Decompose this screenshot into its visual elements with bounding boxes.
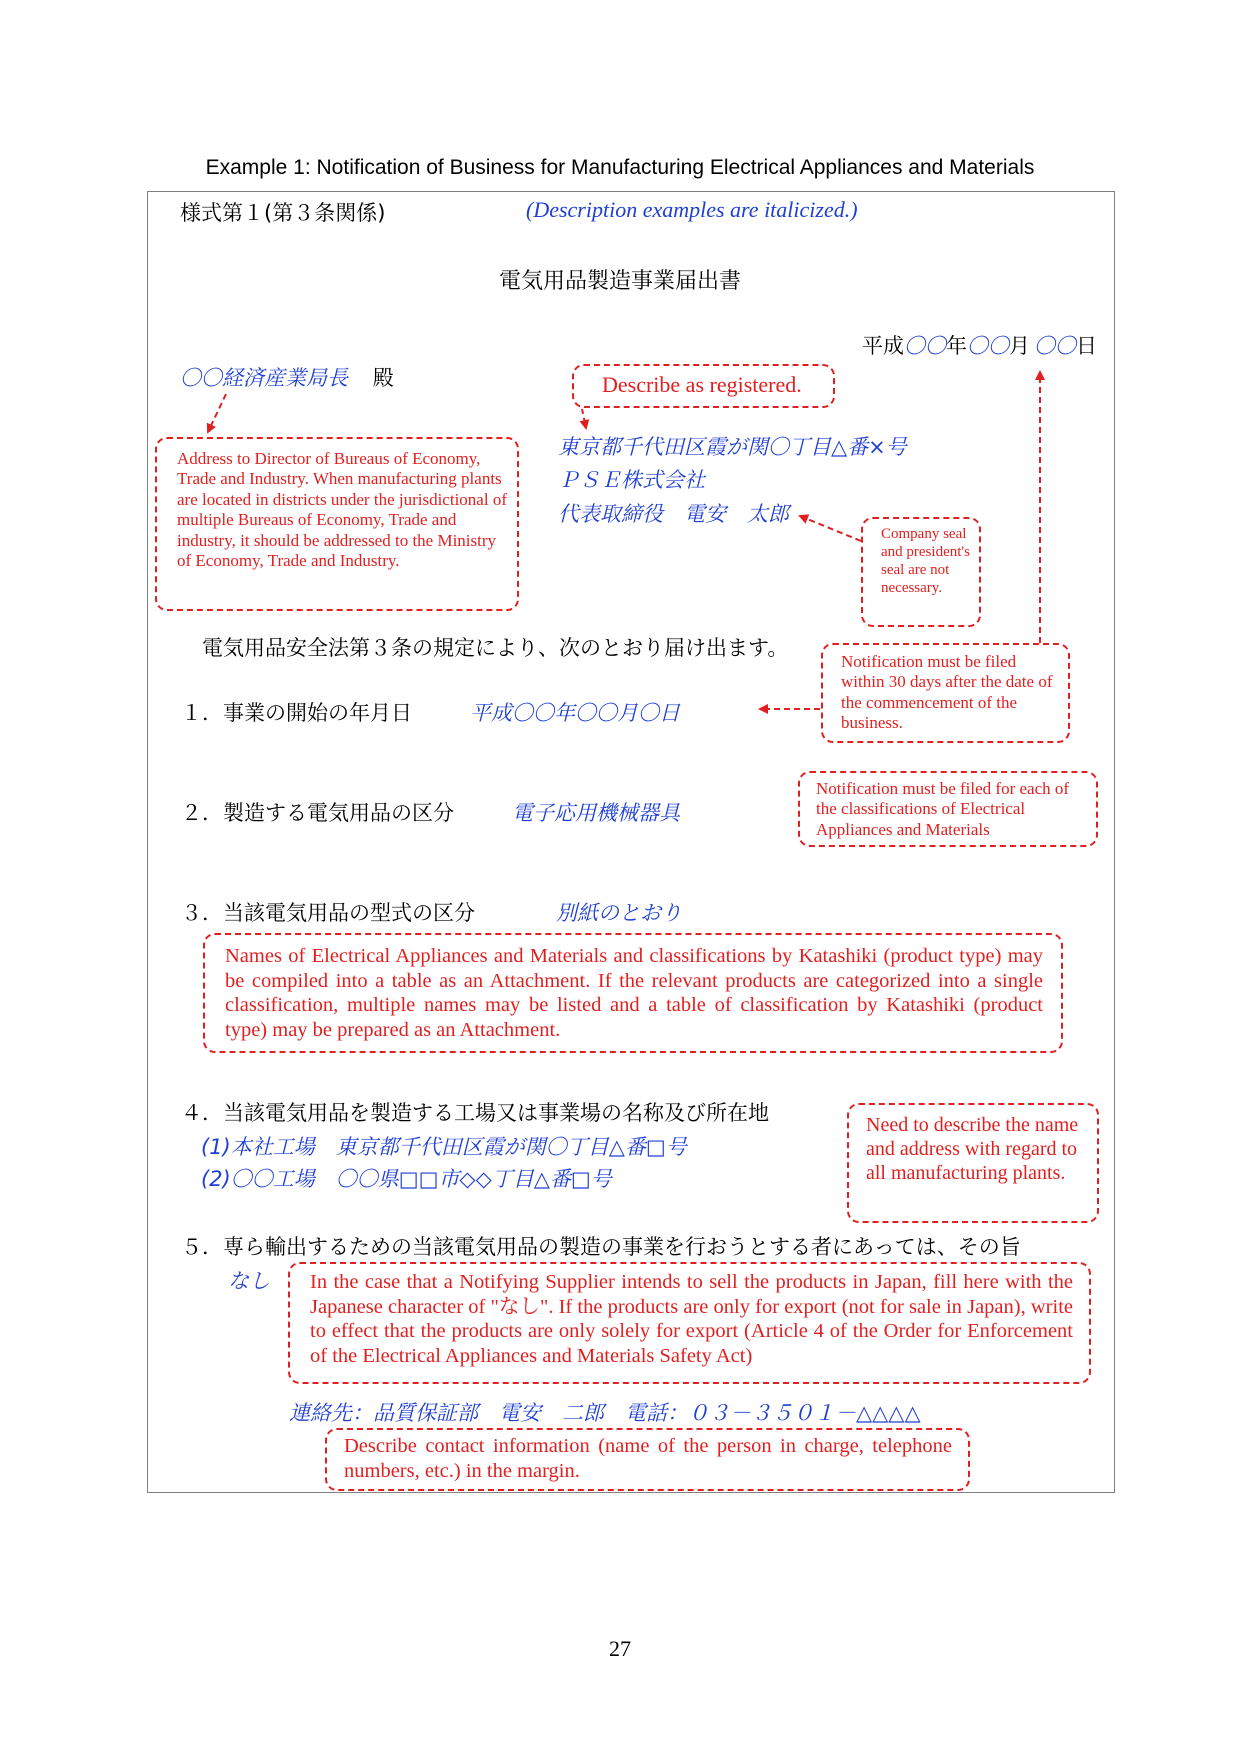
form-number: 様式第１(第３条関係) [180, 201, 386, 225]
note-plants: Need to describe the name and address with regard to all manufacturing plants. [847, 1103, 1099, 1223]
date-month: 〇〇 [967, 334, 1009, 358]
item-4-label: ４．当該電気用品を製造する工場又は事業場の名称及び所在地 [181, 1101, 769, 1125]
date-line [862, 330, 1097, 360]
item-5-value: なし [228, 1269, 270, 1293]
date-year-label: 年 [946, 334, 967, 358]
item-2-label: ２．製造する電気用品の区分 [181, 801, 454, 825]
note-katashiki: Names of Electrical Appliances and Materials and classifications by Katashiki (product type) may be compiled into a table as an Attachment. If the relevant products are categorized into a single classification, multiple names may be listed and a table of classification by Katashiki (product type) may be prepared as an Attachment. [203, 933, 1063, 1053]
note-address-director: Address to Director of Bureaus of Economy, Trade and Industry. When manufacturing plants are located in districts under the jurisdictional of multiple Bureaus of Economy, Trade and industry, it should be addressed to the Ministry of Economy, Trade and Industry. [155, 437, 519, 611]
applicant-representative: 代表取締役 電安 太郎 [558, 502, 789, 526]
item-1-value: 平成〇〇年〇〇月〇日 [470, 701, 680, 725]
item-4-plant-2: (2)〇〇工場 〇〇県□□市◇◇丁目△番□号 [201, 1167, 612, 1191]
addressee-honorific: 殿 [372, 366, 394, 390]
note-thirty-days: Notification must be filed within 30 days after the date of the commencement of the business. [821, 643, 1070, 743]
item-2-value: 電子応用機械器具 [512, 801, 680, 825]
note-company-seal: Company seal and president's seal are not necessary. [861, 517, 981, 627]
note-contact: Describe contact information (name of the person in charge, telephone numbers, etc.) in the margin. [325, 1428, 970, 1491]
date-era: 平成 [862, 334, 904, 358]
addressee [180, 362, 394, 392]
item-3-label: ３．当該電気用品の型式の区分 [181, 901, 475, 925]
date-month-label: 月 [1009, 334, 1030, 358]
contact-line: 連絡先：品質保証部 電安 二郎 電話：０３－３５０１－△△△△ [289, 1401, 921, 1425]
note-describe-as-registered: Describe as registered. [572, 364, 835, 408]
item-5-label: ５．専ら輸出するための当該電気用品の製造の事業を行おうとする者にあっては、その旨 [181, 1235, 1021, 1259]
form-title: 電気用品製造事業届出書 [498, 269, 741, 294]
note-export: In the case that a Notifying Supplier intends to sell the products in Japan, fill here with the Japanese character of "なし". If the products are only for export (not for sale in Japan), write to effect that the products are only solely for export (Article 4 of the Order for Enforcement of the Electrical Appliances and Materials Safety Act) [288, 1262, 1091, 1384]
note-each-classification: Notification must be filed for each of the classifications of Electrical Appliances and Materials [798, 771, 1098, 847]
item-3-value: 別紙のとおり [556, 901, 682, 925]
addressee-name: 〇〇経済産業局長 [180, 366, 348, 390]
date-year: 〇〇 [904, 334, 946, 358]
page-caption: Example 1: Notification of Business for Manufacturing Electrical Appliances and Materials [205, 156, 1035, 179]
applicant-address: 東京都千代田区霞が関〇丁目△番×号 [558, 435, 907, 459]
italic-note: (Description examples are italicized.) [526, 197, 858, 222]
item-1-label: １．事業の開始の年月日 [181, 701, 412, 725]
item-4-plant-1: (1)本社工場 東京都千代田区霞が関〇丁目△番□号 [201, 1135, 687, 1159]
page-number: 27 [609, 1636, 631, 1661]
date-day-label: 日 [1076, 334, 1097, 358]
intro-text: 電気用品安全法第３条の規定により、次のとおり届け出ます。 [202, 636, 789, 660]
date-day: 〇〇 [1034, 334, 1076, 358]
applicant-company: ＰＳＥ株式会社 [558, 468, 705, 492]
